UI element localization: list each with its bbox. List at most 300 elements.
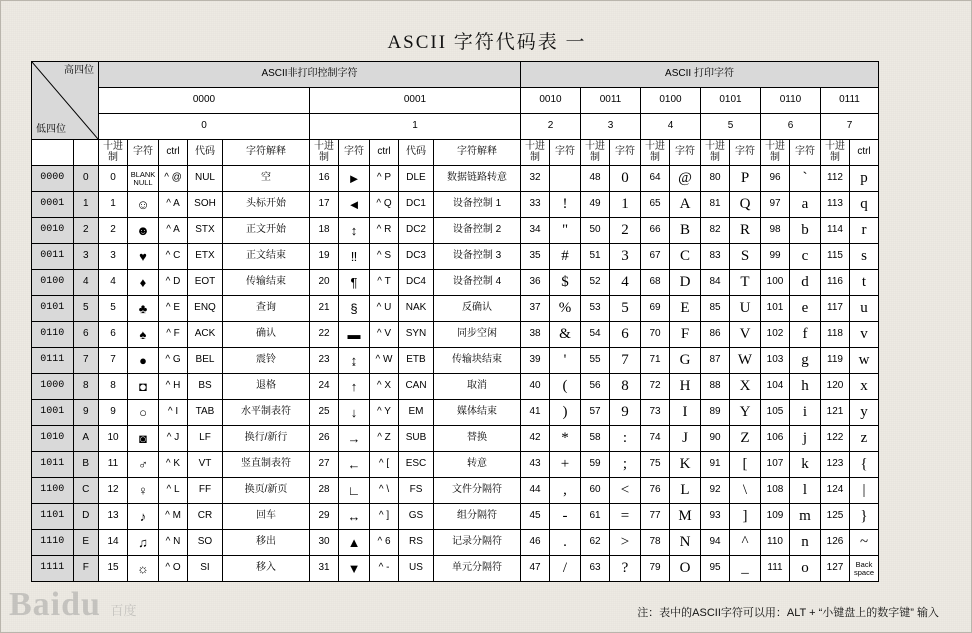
cell-dec: 116	[821, 270, 850, 296]
cell-code: LF	[188, 426, 223, 452]
cell-char: ]	[730, 504, 761, 530]
cell-char: .	[550, 530, 581, 556]
cell-explanation: 移入	[223, 556, 310, 582]
cell-dec: 113	[821, 192, 850, 218]
row-binary: 0011	[32, 244, 74, 270]
cell-char: 0	[610, 166, 641, 192]
cell-dec: 60	[581, 478, 610, 504]
cell-code: NAK	[399, 296, 434, 322]
cell-code: DC1	[399, 192, 434, 218]
cell-dec: 4	[99, 270, 128, 296]
sub-dec-6: 十进制	[761, 140, 790, 166]
hex-group-6: 6	[761, 114, 821, 140]
cell-explanation: 单元分隔符	[434, 556, 521, 582]
cell-char: L	[670, 478, 701, 504]
cell-char: c	[790, 244, 821, 270]
cell-dec: 30	[310, 530, 339, 556]
row-binary: 1110	[32, 530, 74, 556]
cell-code: ESC	[399, 452, 434, 478]
sub-dec-4: 十进制	[641, 140, 670, 166]
cell-code: FF	[188, 478, 223, 504]
sub-expl-1: 字符解释	[434, 140, 521, 166]
cell-dec: 75	[641, 452, 670, 478]
cell-ctrl: ^ F	[159, 322, 188, 348]
sub-char-1: 字符	[339, 140, 370, 166]
hex-group-5: 5	[701, 114, 761, 140]
cell-char: W	[730, 348, 761, 374]
cell-code: ACK	[188, 322, 223, 348]
table-row	[32, 478, 879, 504]
cell-dec: 111	[761, 556, 790, 582]
cell-char: \	[730, 478, 761, 504]
cell-dec: 72	[641, 374, 670, 400]
cell-ctrl: ^ R	[370, 218, 399, 244]
cell-char: S	[730, 244, 761, 270]
cell-explanation: 换行/新行	[223, 426, 310, 452]
cell-explanation: 设备控制 4	[434, 270, 521, 296]
sub-hex	[73, 140, 98, 166]
cell-dec: 71	[641, 348, 670, 374]
cell-dec: 79	[641, 556, 670, 582]
cell-char: z	[850, 426, 879, 452]
sub-char-5: 字符	[730, 140, 761, 166]
binary-group-1: 0001	[310, 88, 521, 114]
cell-char: ↔	[339, 504, 370, 530]
cell-char: ∟	[339, 478, 370, 504]
cell-explanation: 退格	[223, 374, 310, 400]
row-binary: 1101	[32, 504, 74, 530]
cell-dec: 20	[310, 270, 339, 296]
cell-dec: 122	[821, 426, 850, 452]
cell-dec: 2	[99, 218, 128, 244]
cell-dec: 22	[310, 322, 339, 348]
cell-char: p	[850, 166, 879, 192]
cell-dec: 123	[821, 452, 850, 478]
cell-dec: 125	[821, 504, 850, 530]
cell-code: FS	[399, 478, 434, 504]
row-binary: 0110	[32, 322, 74, 348]
cell-dec: 98	[761, 218, 790, 244]
cell-dec: 31	[310, 556, 339, 582]
cell-dec: 69	[641, 296, 670, 322]
cell-dec: 49	[581, 192, 610, 218]
cell-char: }	[850, 504, 879, 530]
cell-dec: 38	[521, 322, 550, 348]
cell-explanation: 替换	[434, 426, 521, 452]
cell-ctrl: ^ E	[159, 296, 188, 322]
cell-dec: 114	[821, 218, 850, 244]
cell-explanation: 传输结束	[223, 270, 310, 296]
cell-dec: 5	[99, 296, 128, 322]
cell-dec: 23	[310, 348, 339, 374]
cell-char: <	[610, 478, 641, 504]
cell-char: >	[610, 530, 641, 556]
cell-dec: 104	[761, 374, 790, 400]
cell-dec: 106	[761, 426, 790, 452]
cell-code: NUL	[188, 166, 223, 192]
cell-explanation: 设备控制 3	[434, 244, 521, 270]
cell-ctrl: ^ X	[370, 374, 399, 400]
table-row	[32, 244, 879, 270]
cell-dec: 29	[310, 504, 339, 530]
cell-char: ♀	[128, 478, 159, 504]
cell-dec: 120	[821, 374, 850, 400]
cell-code: BEL	[188, 348, 223, 374]
cell-dec: 90	[701, 426, 730, 452]
cell-char: s	[850, 244, 879, 270]
cell-char: 7	[610, 348, 641, 374]
cell-ctrl: ^ K	[159, 452, 188, 478]
cell-dec: 42	[521, 426, 550, 452]
cell-dec: 1	[99, 192, 128, 218]
cell-explanation: 组分隔符	[434, 504, 521, 530]
cell-char: {	[850, 452, 879, 478]
cell-dec: 7	[99, 348, 128, 374]
table-row	[32, 296, 879, 322]
cell-ctrl: ^ I	[159, 400, 188, 426]
cell-dec: 44	[521, 478, 550, 504]
binary-group-0: 0000	[99, 88, 310, 114]
watermark-text: Baidu	[9, 586, 101, 623]
table-row	[32, 322, 879, 348]
cell-code: STX	[188, 218, 223, 244]
cell-char: *	[550, 426, 581, 452]
cell-char: /	[550, 556, 581, 582]
cell-char: !	[550, 192, 581, 218]
cell-explanation: 取消	[434, 374, 521, 400]
cell-char: ↑	[339, 374, 370, 400]
cell-dec: 52	[581, 270, 610, 296]
cell-ctrl: ^ H	[159, 374, 188, 400]
cell-code: ENQ	[188, 296, 223, 322]
cell-char: ♣	[128, 296, 159, 322]
cell-explanation: 转意	[434, 452, 521, 478]
cell-dec: 50	[581, 218, 610, 244]
cell-dec: 109	[761, 504, 790, 530]
cell-dec: 108	[761, 478, 790, 504]
cell-dec: 86	[701, 322, 730, 348]
cell-explanation: 正文结束	[223, 244, 310, 270]
cell-dec: 16	[310, 166, 339, 192]
table-row	[32, 270, 879, 296]
cell-explanation: 传输块结束	[434, 348, 521, 374]
cell-ctrl: ^ Q	[370, 192, 399, 218]
hex-group-2: 2	[521, 114, 581, 140]
cell-dec: 110	[761, 530, 790, 556]
cell-dec: 92	[701, 478, 730, 504]
cell-dec: 91	[701, 452, 730, 478]
cell-dec: 55	[581, 348, 610, 374]
cell-explanation: 文件分隔符	[434, 478, 521, 504]
cell-explanation: 震铃	[223, 348, 310, 374]
cell-char: ○	[128, 400, 159, 426]
cell-explanation: 头标开始	[223, 192, 310, 218]
cell-ctrl: ^ J	[159, 426, 188, 452]
cell-char: )	[550, 400, 581, 426]
cell-char: o	[790, 556, 821, 582]
cell-code: CAN	[399, 374, 434, 400]
row-hex: 8	[73, 374, 98, 400]
cell-ctrl: ^ Y	[370, 400, 399, 426]
cell-char: K	[670, 452, 701, 478]
cell-dec: 85	[701, 296, 730, 322]
cell-explanation: 数据链路转意	[434, 166, 521, 192]
sub-dec-0: 十进制	[99, 140, 128, 166]
cell-char: C	[670, 244, 701, 270]
row-hex: B	[73, 452, 98, 478]
cell-dec: 77	[641, 504, 670, 530]
cell-char: v	[850, 322, 879, 348]
cell-char: ←	[339, 452, 370, 478]
row-binary: 0100	[32, 270, 74, 296]
cell-ctrl: ^ T	[370, 270, 399, 296]
row-hex: 5	[73, 296, 98, 322]
row-binary: 1000	[32, 374, 74, 400]
sub-dec-1: 十进制	[310, 140, 339, 166]
cell-char: 5	[610, 296, 641, 322]
sub-code-1: 代码	[399, 140, 434, 166]
cell-explanation: 移出	[223, 530, 310, 556]
cell-ctrl: ^ C	[159, 244, 188, 270]
table-header	[32, 62, 879, 166]
cell-code: VT	[188, 452, 223, 478]
cell-code: SI	[188, 556, 223, 582]
cell-char: B	[670, 218, 701, 244]
cell-char: r	[850, 218, 879, 244]
cell-ctrl: ^ -	[370, 556, 399, 582]
sub-expl-0: 字符解释	[223, 140, 310, 166]
table-row	[32, 400, 879, 426]
cell-explanation: 回车	[223, 504, 310, 530]
cell-char: J	[670, 426, 701, 452]
cell-dec: 96	[761, 166, 790, 192]
cell-char: l	[790, 478, 821, 504]
cell-char: ^	[730, 530, 761, 556]
cell-explanation: 空	[223, 166, 310, 192]
cell-dec: 93	[701, 504, 730, 530]
cell-char: ◘	[128, 374, 159, 400]
cell-dec: 119	[821, 348, 850, 374]
cell-char: _	[730, 556, 761, 582]
cell-dec: 41	[521, 400, 550, 426]
cell-code: DC4	[399, 270, 434, 296]
header-row-groups	[32, 62, 879, 88]
sub-char-0: 字符	[128, 140, 159, 166]
row-hex: 7	[73, 348, 98, 374]
cell-explanation: 正文开始	[223, 218, 310, 244]
cell-dec: 87	[701, 348, 730, 374]
cell-code: SOH	[188, 192, 223, 218]
cell-dec: 99	[761, 244, 790, 270]
cell-char: M	[670, 504, 701, 530]
sub-dec-7: 十进制	[821, 140, 850, 166]
cell-dec: 36	[521, 270, 550, 296]
cell-char: ◄	[339, 192, 370, 218]
cell-dec: 67	[641, 244, 670, 270]
page-title: ASCII 字符代码表 一	[387, 32, 587, 53]
cell-char: BLANK NULL	[128, 166, 159, 192]
cell-dec: 17	[310, 192, 339, 218]
cell-dec: 6	[99, 322, 128, 348]
row-hex: E	[73, 530, 98, 556]
cell-dec: 35	[521, 244, 550, 270]
cell-dec: 107	[761, 452, 790, 478]
watermark	[9, 586, 136, 624]
row-binary: 0101	[32, 296, 74, 322]
cell-char: Y	[730, 400, 761, 426]
cell-dec: 115	[821, 244, 850, 270]
cell-dec: 11	[99, 452, 128, 478]
cell-dec: 48	[581, 166, 610, 192]
cell-char: Q	[730, 192, 761, 218]
sub-char-6: 字符	[790, 140, 821, 166]
cell-explanation: 反确认	[434, 296, 521, 322]
cell-ctrl: ^ N	[159, 530, 188, 556]
cell-dec: 68	[641, 270, 670, 296]
cell-char: g	[790, 348, 821, 374]
hex-group-0: 0	[99, 114, 310, 140]
table-row	[32, 192, 879, 218]
cell-char: ▲	[339, 530, 370, 556]
cell-char-backspace: Back space	[850, 556, 879, 582]
cell-dec: 19	[310, 244, 339, 270]
cell-char: ►	[339, 166, 370, 192]
cell-dec: 21	[310, 296, 339, 322]
cell-char: -	[550, 504, 581, 530]
row-hex: 4	[73, 270, 98, 296]
sub-code-0: 代码	[188, 140, 223, 166]
cell-char: ;	[610, 452, 641, 478]
cell-dec: 27	[310, 452, 339, 478]
row-hex: 6	[73, 322, 98, 348]
sub-ctrl-7: ctrl	[850, 140, 879, 166]
cell-char: ☻	[128, 218, 159, 244]
cell-explanation: 记录分隔符	[434, 530, 521, 556]
header-row-subcolumns	[32, 140, 879, 166]
cell-char: h	[790, 374, 821, 400]
cell-code: ETB	[399, 348, 434, 374]
hex-group-4: 4	[641, 114, 701, 140]
cell-char: j	[790, 426, 821, 452]
cell-char: ‼	[339, 244, 370, 270]
row-hex: A	[73, 426, 98, 452]
cell-explanation: 媒体结束	[434, 400, 521, 426]
cell-char: E	[670, 296, 701, 322]
table-row	[32, 426, 879, 452]
row-binary: 0001	[32, 192, 74, 218]
hex-group-7: 7	[821, 114, 879, 140]
cell-code: RS	[399, 530, 434, 556]
cell-char: ↓	[339, 400, 370, 426]
cell-dec: 32	[521, 166, 550, 192]
table-row	[32, 452, 879, 478]
cell-char: F	[670, 322, 701, 348]
row-hex: 1	[73, 192, 98, 218]
cell-dec: 97	[761, 192, 790, 218]
corner-hi-lo-cell	[32, 62, 99, 140]
cell-ctrl: ^ G	[159, 348, 188, 374]
cell-explanation: 设备控制 1	[434, 192, 521, 218]
cell-char: a	[790, 192, 821, 218]
cell-dec: 89	[701, 400, 730, 426]
row-hex: D	[73, 504, 98, 530]
cell-dec: 66	[641, 218, 670, 244]
cell-dec: 82	[701, 218, 730, 244]
cell-ctrl: ^ W	[370, 348, 399, 374]
cell-dec: 88	[701, 374, 730, 400]
cell-char: ▬	[339, 322, 370, 348]
cell-char: H	[670, 374, 701, 400]
table-body	[32, 166, 879, 582]
cell-dec: 70	[641, 322, 670, 348]
cell-dec: 46	[521, 530, 550, 556]
cell-char: (	[550, 374, 581, 400]
cell-dec: 74	[641, 426, 670, 452]
cell-dec: 25	[310, 400, 339, 426]
cell-dec: 8	[99, 374, 128, 400]
cell-code: BS	[188, 374, 223, 400]
cell-code: CR	[188, 504, 223, 530]
table-row	[32, 218, 879, 244]
cell-char: ↨	[339, 348, 370, 374]
cell-char: R	[730, 218, 761, 244]
row-binary: 0010	[32, 218, 74, 244]
binary-group-5: 0101	[701, 88, 761, 114]
table-row	[32, 166, 879, 192]
cell-char: X	[730, 374, 761, 400]
sub-dec-2: 十进制	[521, 140, 550, 166]
table-row	[32, 504, 879, 530]
cell-dec: 18	[310, 218, 339, 244]
cell-dec: 12	[99, 478, 128, 504]
cell-char	[550, 166, 581, 192]
cell-char: A	[670, 192, 701, 218]
cell-ctrl: ^ ]	[370, 504, 399, 530]
sub-dec-3: 十进制	[581, 140, 610, 166]
cell-code: US	[399, 556, 434, 582]
row-binary: 1001	[32, 400, 74, 426]
hex-group-3: 3	[581, 114, 641, 140]
cell-code: EM	[399, 400, 434, 426]
cell-dec: 101	[761, 296, 790, 322]
cell-char: ?	[610, 556, 641, 582]
row-binary: 1111	[32, 556, 74, 582]
cell-ctrl: ^ S	[370, 244, 399, 270]
hi-bits-label: 高四位	[64, 65, 94, 76]
cell-dec: 105	[761, 400, 790, 426]
cell-char: 2	[610, 218, 641, 244]
cell-char: N	[670, 530, 701, 556]
cell-explanation: 查询	[223, 296, 310, 322]
cell-char: e	[790, 296, 821, 322]
cell-ctrl: ^ L	[159, 478, 188, 504]
cell-char: O	[670, 556, 701, 582]
cell-dec: 80	[701, 166, 730, 192]
lo-bits-label: 低四位	[36, 123, 66, 135]
cell-char: =	[610, 504, 641, 530]
cell-char: #	[550, 244, 581, 270]
sub-char-2: 字符	[550, 140, 581, 166]
row-binary: 1011	[32, 452, 74, 478]
binary-group-3: 0011	[581, 88, 641, 114]
cell-ctrl: ^ V	[370, 322, 399, 348]
binary-group-4: 0100	[641, 88, 701, 114]
cell-char: ☺	[128, 192, 159, 218]
binary-group-2: 0010	[521, 88, 581, 114]
footer-note: 注：表中的ASCII字符可以用：ALT + “小键盘上的数字键” 输入	[637, 607, 939, 619]
cell-char: I	[670, 400, 701, 426]
cell-dec: 51	[581, 244, 610, 270]
